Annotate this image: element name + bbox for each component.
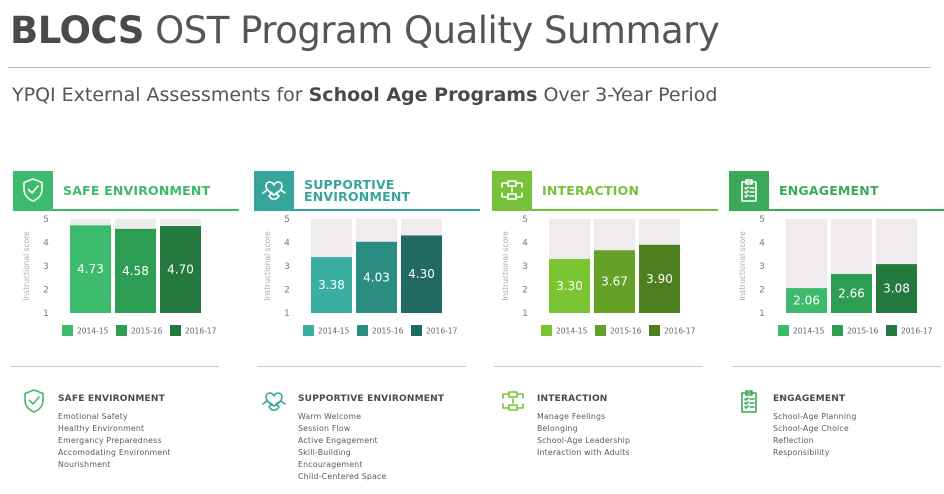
- list-item: Responsibility: [773, 448, 830, 457]
- chart-panel: [729, 171, 944, 341]
- y-tick-label: 5: [522, 215, 528, 225]
- definition-list: [773, 411, 856, 459]
- subtitle-pre: YPQI External Assessments for: [12, 84, 303, 106]
- y-tick-label: 5: [43, 215, 49, 225]
- legend-label: 2015-16: [610, 326, 642, 336]
- legend-swatch: [357, 325, 368, 336]
- y-tick-label: 4: [43, 238, 49, 249]
- bar-value-label: 3.38: [318, 278, 345, 293]
- y-axis-label: Instructional score: [263, 231, 272, 301]
- bar-value-label: 3.67: [601, 274, 628, 289]
- list-item: Child-Centered Space: [298, 472, 387, 481]
- list-item: Interaction with Adults: [537, 448, 630, 457]
- y-tick-label: 2: [522, 285, 528, 296]
- legend-label: 2016-17: [185, 326, 217, 336]
- subtitle-bold: School Age Programs: [308, 84, 538, 106]
- chart-icon-box: [13, 171, 53, 211]
- list-item: Belonging: [537, 424, 578, 433]
- legend-label: 2016-17: [664, 326, 696, 336]
- chart-icon-box: [254, 171, 294, 211]
- section-divider: [257, 366, 466, 367]
- legend-label: 2015-16: [131, 326, 163, 336]
- list-item: School-Age Leadership: [537, 436, 631, 445]
- y-tick-label: 4: [759, 238, 765, 249]
- legend-label: 2015-16: [372, 326, 404, 336]
- definition-title: SUPPORTIVE ENVIRONMENT: [298, 394, 445, 404]
- bar-chart: [729, 211, 944, 341]
- y-tick-label: 1: [522, 309, 528, 319]
- list-item: Encouragement: [298, 460, 363, 469]
- list-item: School-Age Planning: [773, 412, 857, 421]
- page-title-bold: BLOCS: [10, 9, 144, 52]
- title-divider: [8, 67, 930, 68]
- interaction-hands-icon: [500, 388, 526, 414]
- list-item: Healthy Environment: [58, 424, 145, 433]
- legend-swatch: [832, 325, 843, 336]
- y-tick-label: 1: [43, 309, 49, 319]
- definition-title: INTERACTION: [537, 394, 608, 404]
- bar-value-label: 2.06: [793, 293, 820, 308]
- chart-panel: [492, 171, 718, 341]
- y-tick-label: 2: [284, 285, 290, 296]
- definition-title: ENGAGEMENT: [773, 394, 846, 404]
- page-subtitle: [12, 82, 717, 108]
- legend-swatch: [170, 325, 181, 336]
- legend-swatch: [595, 325, 606, 336]
- legend-label: 2015-16: [847, 326, 879, 336]
- heart-hands-icon: [261, 388, 287, 414]
- chart-title: SAFE ENVIRONMENT: [63, 183, 211, 198]
- legend-swatch: [778, 325, 789, 336]
- page-title: [10, 8, 719, 54]
- chart-title: ENGAGEMENT: [779, 183, 879, 198]
- y-tick-label: 3: [522, 262, 528, 272]
- legend-swatch: [649, 325, 660, 336]
- definition-list: [537, 411, 630, 459]
- chart-icon-box: [729, 171, 769, 211]
- bar-value-label: 3.30: [556, 278, 583, 293]
- y-tick-label: 2: [759, 285, 765, 296]
- bar-value-label: 4.03: [363, 270, 390, 285]
- y-tick-label: 3: [759, 262, 765, 272]
- y-axis-label: Instructional score: [738, 231, 747, 301]
- list-item: Emergancy Preparedness: [58, 436, 162, 445]
- legend-label: 2014-15: [318, 326, 350, 336]
- bar-value-label: 4.73: [77, 262, 104, 277]
- shield-check-icon: [20, 177, 46, 203]
- list-item: Active Engagement: [298, 436, 378, 445]
- y-tick-label: 5: [759, 215, 765, 225]
- legend-label: 2016-17: [426, 326, 458, 336]
- list-item: Manage Feelings: [537, 412, 606, 421]
- legend-swatch: [116, 325, 127, 336]
- bar-value-label: 4.30: [408, 267, 435, 282]
- definition-icon: [736, 388, 762, 418]
- subtitle-post: Over 3-Year Period: [543, 84, 718, 106]
- y-tick-label: 4: [522, 238, 528, 249]
- y-tick-label: 3: [284, 262, 290, 272]
- list-item: Session Flow: [298, 424, 351, 433]
- y-tick-label: 1: [284, 309, 290, 319]
- legend-swatch: [886, 325, 897, 336]
- chart-header: [492, 171, 718, 211]
- bar-value-label: 4.70: [167, 262, 194, 277]
- section-divider: [494, 366, 703, 367]
- section-divider: [10, 366, 219, 367]
- y-tick-label: 2: [43, 285, 49, 296]
- chart-title: SUPPORTIVE ENVIRONMENT: [304, 177, 411, 204]
- list-item: Warm Welcome: [298, 412, 362, 421]
- chart-panel: [254, 171, 480, 341]
- bar-value-label: 3.08: [883, 281, 910, 296]
- definition-icon: [21, 388, 47, 418]
- section-divider: [732, 366, 941, 367]
- legend-label: 2016-17: [901, 326, 933, 336]
- legend-label: 2014-15: [77, 326, 109, 336]
- bar-chart: [13, 211, 239, 341]
- bar-chart: [492, 211, 718, 341]
- list-item: Emotional Safety: [58, 412, 128, 421]
- chart-title: INTERACTION: [542, 183, 640, 198]
- list-item: Nourishment: [58, 460, 111, 469]
- chart-header: [729, 171, 944, 211]
- y-axis-label: Instructional score: [22, 231, 31, 301]
- chart-panel: [13, 171, 239, 341]
- list-item: School-Age Choice: [773, 424, 849, 433]
- bar-value-label: 2.66: [838, 286, 865, 301]
- legend-swatch: [411, 325, 422, 336]
- legend-label: 2014-15: [793, 326, 825, 336]
- chart-header: [254, 171, 480, 211]
- definition-list: [298, 411, 387, 483]
- y-tick-label: 4: [284, 238, 290, 249]
- clipboard-icon: [736, 388, 762, 414]
- list-item: Reflection: [773, 436, 814, 445]
- definition-icon: [261, 388, 287, 418]
- chart-header: [13, 171, 239, 211]
- legend-swatch: [541, 325, 552, 336]
- y-tick-label: 3: [43, 262, 49, 272]
- legend-label: 2014-15: [556, 326, 588, 336]
- heart-hands-icon: [261, 177, 287, 203]
- y-axis-label: Instructional score: [501, 231, 510, 301]
- shield-check-icon: [21, 388, 47, 414]
- clipboard-icon: [736, 177, 762, 203]
- bar-value-label: 3.90: [646, 271, 673, 286]
- definition-title: SAFE ENVIRONMENT: [58, 394, 165, 404]
- chart-icon-box: [492, 171, 532, 211]
- y-tick-label: 5: [284, 215, 290, 225]
- interaction-hands-icon: [499, 177, 525, 203]
- list-item: Skill-Building: [298, 448, 351, 457]
- bar-chart: [254, 211, 480, 341]
- definition-icon: [500, 388, 526, 418]
- list-item: Accomodating Environment: [58, 448, 171, 457]
- definition-list: [58, 411, 171, 471]
- y-tick-label: 1: [759, 309, 765, 319]
- bar-value-label: 4.58: [122, 263, 149, 278]
- page-title-rest: OST Program Quality Summary: [155, 9, 720, 52]
- legend-swatch: [62, 325, 73, 336]
- legend-swatch: [303, 325, 314, 336]
